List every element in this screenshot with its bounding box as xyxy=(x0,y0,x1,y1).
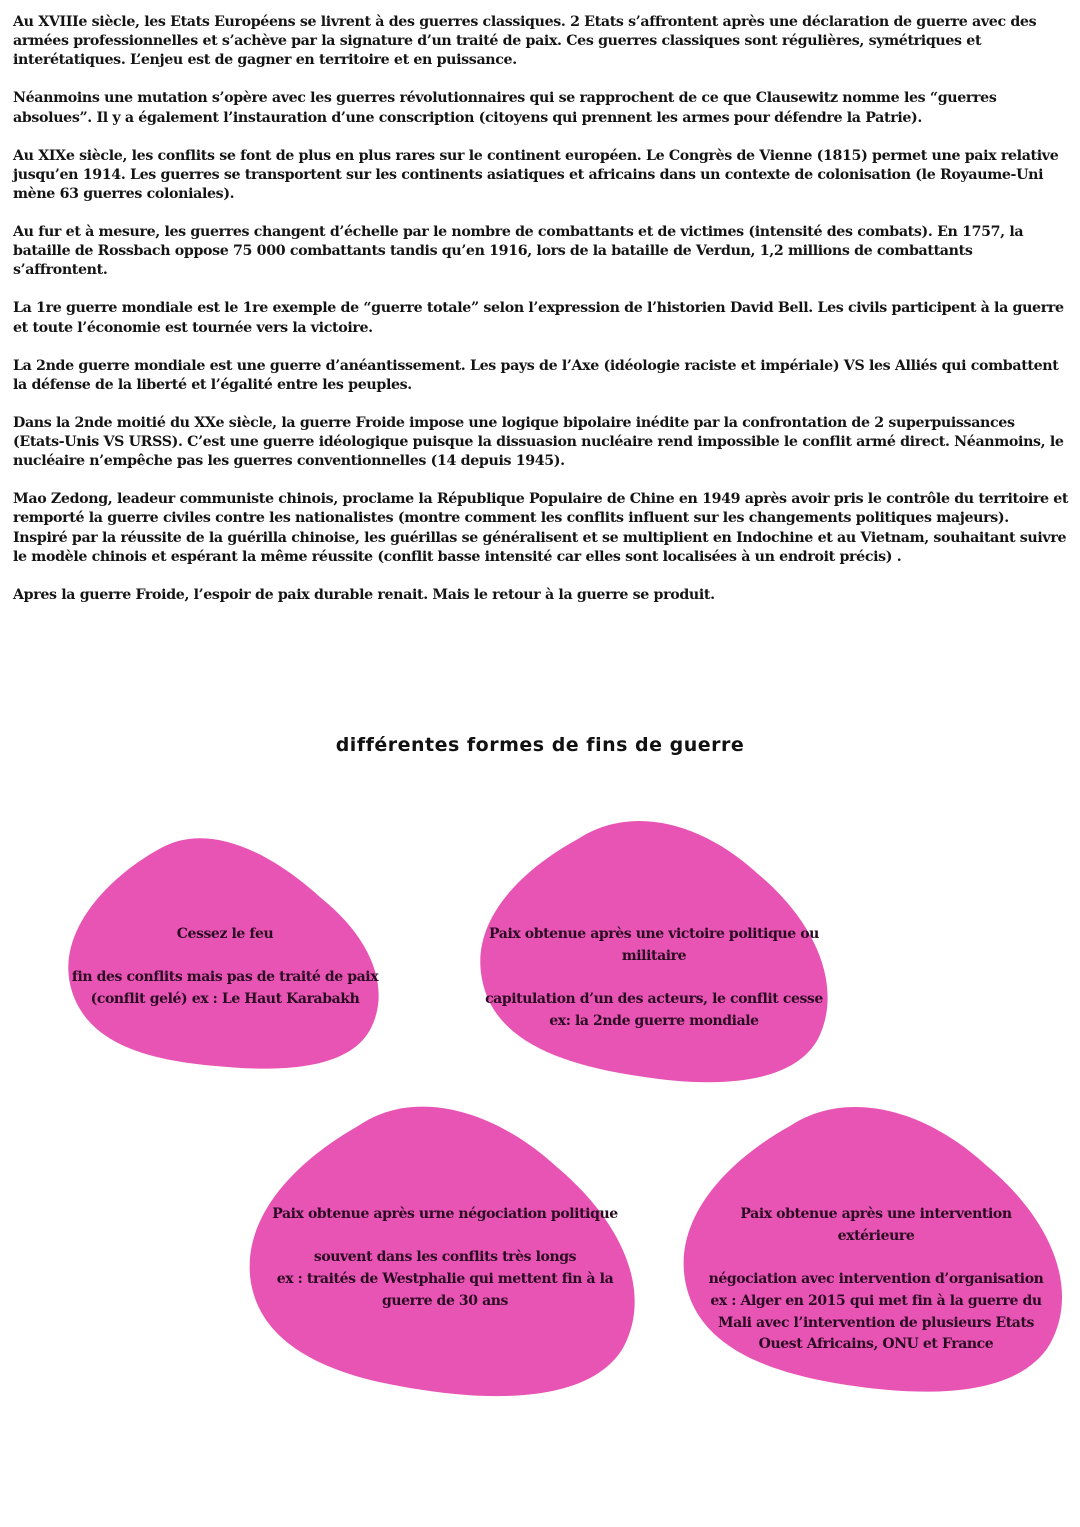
blob-intervention xyxy=(682,1098,1070,1394)
diagram-title: différentes formes de fins de guerre xyxy=(335,734,745,756)
blob-victory xyxy=(478,814,834,1086)
blob-title: Paix obtenue après urne négociation politique xyxy=(272,1206,618,1222)
blob-body-line: ex : traités de Westphalie qui mettent fin à la xyxy=(276,1271,614,1288)
blob-negotiation xyxy=(248,1098,642,1398)
paragraph-ww1: La 1re guerre mondiale est le 1re exemple de “guerre totale” selon l’expression de l’historien David Bell. Les civils participent à la guerre et toute l’économie est tournée vers la victoire. xyxy=(13,300,1064,336)
blob-body-line: souvent dans les conflits très longs xyxy=(313,1249,577,1266)
paragraph-mao-guerrillas: Mao Zedong, leadeur communiste chinois, proclame la République Populaire de Chine en 1949 après avoir pris le contrôle du territoire et remporté la guerre civiles contre les nationalistes (montre comment les conflits influent sur les changements politiques majeurs). Inspiré par la réussite de la guérilla chinoise, les guérillas se généralisent et se multiplient en Indochine et au Vietnam, souhaitant suivre le modèle chinois et espérant la même réussite (conflit basse intensité car elles sont localisées à un endroit précis) . xyxy=(13,491,1069,565)
blob-body-line: guerre de 30 ans xyxy=(381,1292,509,1309)
blob-title: Paix obtenue après une victoire politique ou xyxy=(489,926,819,942)
blob-body-line: (conflit gelé) ex : Le Haut Karabakh xyxy=(90,991,360,1008)
blob-body-line: capitulation d’un des acteurs, le conflit cesse xyxy=(485,991,823,1008)
blob-title: Cessez le feu xyxy=(176,926,274,942)
blob-victory-text xyxy=(474,924,834,1033)
document-body xyxy=(13,13,1069,624)
blob-title: extérieure xyxy=(837,1227,915,1244)
blob-negotiation-text xyxy=(248,1204,642,1313)
blob-body-line: fin des conflits mais pas de traité de paix xyxy=(71,969,379,986)
paragraph-ww2: La 2nde guerre mondiale est une guerre d’anéantissement. Les pays de l’Axe (idéologie raciste et impériale) VS les Alliés qui combattent la défense de la liberté et l’égalité entre les peuples. xyxy=(13,357,1059,393)
blob-body-line: Mali avec l’intervention de plusieurs Etats xyxy=(717,1314,1035,1331)
blob-title: Paix obtenue après une intervention xyxy=(740,1206,1012,1222)
paragraph-cold-war: Dans la 2nde moitié du XXe siècle, la guerre Froide impose une logique bipolaire inédite par la confrontation de 2 superpuissances (Etats-Unis VS URSS). C’est une guerre idéologique puisque la dissuasion nucléaire rend impossible le conflit armé direct. Néanmoins, le nucléaire n’empêche pas les guerres conventionnelles (14 depuis 1945). xyxy=(13,414,1064,470)
blob-body-line: ex: la 2nde guerre mondiale xyxy=(549,1012,759,1029)
blob-title: militaire xyxy=(621,947,687,964)
paragraph-revolutionary-wars: Néanmoins une mutation s’opère avec les guerres révolutionnaires qui se rapprochent de ce que Clausewitz nomme les “guerres absolues”. Il y a également l’instauration d’une conscription (citoyens qui prennent les armes pour défendre la Patrie). xyxy=(13,90,997,126)
paragraph-post-cold-war: Apres la guerre Froide, l’espoir de paix durable renait. Mais le retour à la guerre se produit. xyxy=(13,586,715,603)
paragraph-scale-change: Au fur et à mesure, les guerres changent d’échelle par le nombre de combattants et de victimes (intensité des combats). En 1757, la bataille de Rossbach oppose 75 000 combattants tandis qu’en 1916, lors de la bataille de Verdun, 1,2 millions de combattants s’affrontent. xyxy=(13,224,1024,279)
blob-ceasefire-text xyxy=(66,924,384,1011)
blob-intervention-text xyxy=(682,1204,1070,1356)
paragraph-18th-century: Au XVIIIe siècle, les Etats Européens se livrent à des guerres classiques. 2 Etats s’affrontent après une déclaration de guerre avec des armées professionnelles et s’achève par la signature d’un traité de paix. Ces guerres classiques sont régulières, symétriques et interétatiques. L’enjeu est de gagner en territoire et en puissance. xyxy=(13,14,1037,69)
blob-body-line: ex : Alger en 2015 qui met fin à la guerre du xyxy=(710,1292,1042,1309)
blob-body-line: négociation avec intervention d’organisation xyxy=(708,1271,1044,1288)
blob-ceasefire xyxy=(66,828,384,1070)
paragraph-19th-century: Au XIXe siècle, les conflits se font de plus en plus rares sur le continent européen. Le Congrès de Vienne (1815) permet une paix relative jusqu’en 1914. Les guerres se transportent sur les continents asiatiques et africains dans un contexte de colonisation (le Royaume-Uni mène 63 guerres coloniales). xyxy=(13,147,1059,203)
blob-body-line: Ouest Africains, ONU et France xyxy=(758,1336,994,1353)
